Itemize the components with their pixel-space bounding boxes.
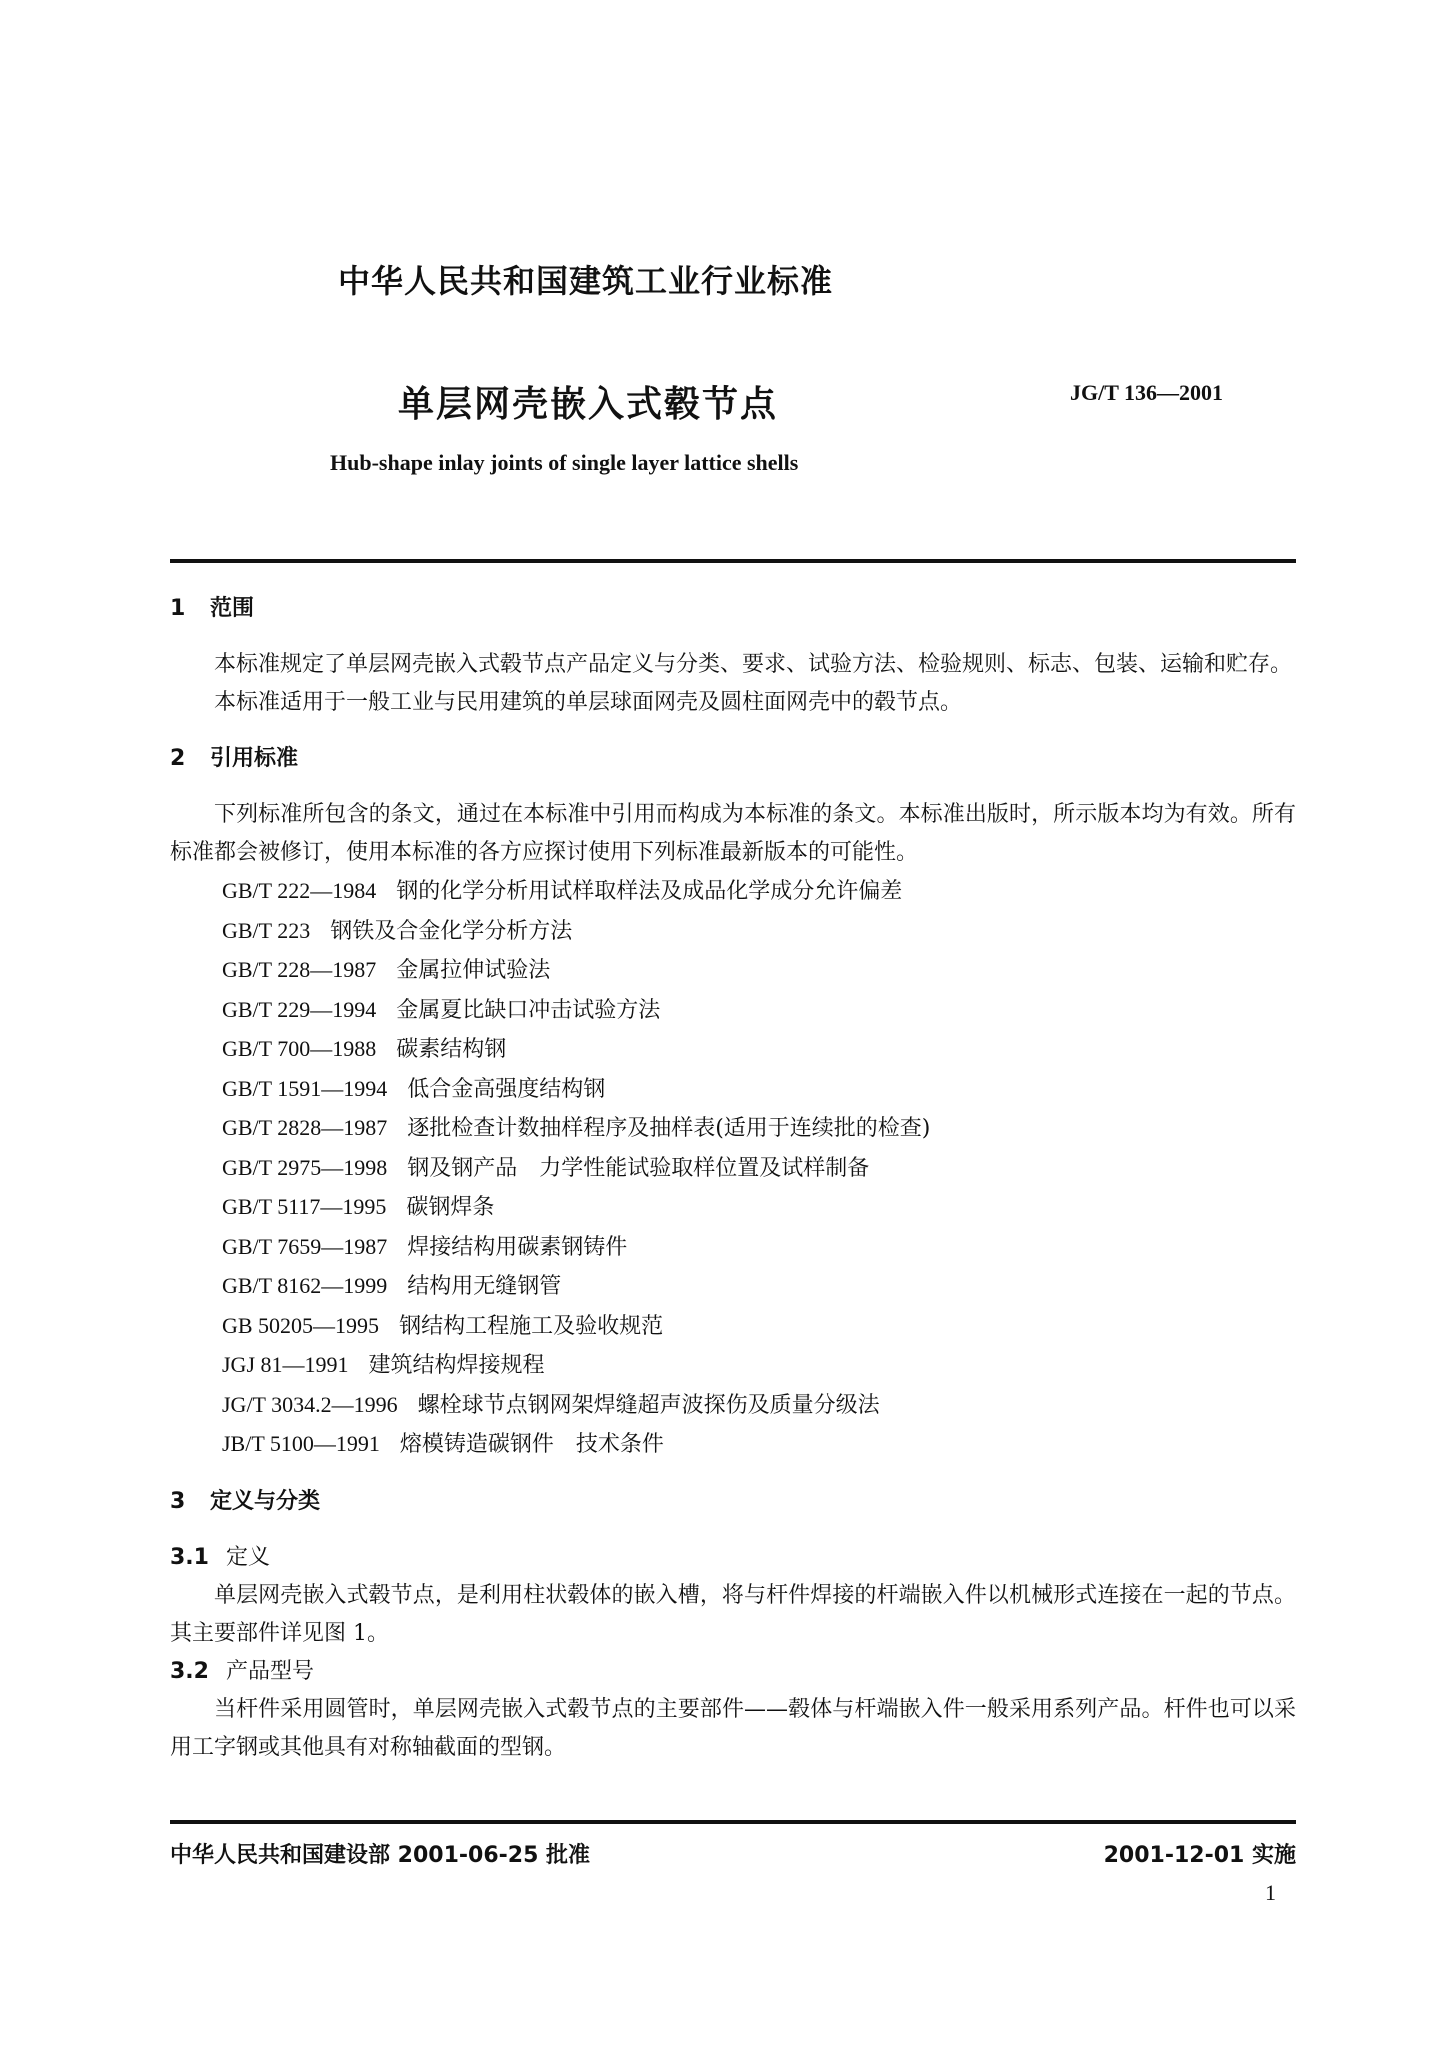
- subsection-3-1-paragraph: 单层网壳嵌入式毂节点，是利用柱状毂体的嵌入槽，将与杆件焊接的杆端嵌入件以机械形式连接在一起的节点。其主要部件详见图 1。: [170, 1582, 1296, 1646]
- section-number: 1: [170, 596, 186, 621]
- document-body: [170, 590, 1296, 1767]
- reference-name: 建筑结构焊接规程: [368, 1353, 545, 1378]
- reference-code: GB/T 8162—1999: [222, 1273, 388, 1298]
- reference-name: 焊接结构用碳素钢铸件: [407, 1234, 628, 1260]
- reference-item: [222, 1425, 1296, 1465]
- reference-item: [222, 991, 1296, 1031]
- section-1-paragraph-1: 本标准规定了单层网壳嵌入式毂节点产品定义与分类、要求、试验方法、检验规则、标志、包装、运输和贮存。: [214, 652, 1293, 677]
- reference-code: GB/T 1591—1994: [222, 1075, 388, 1101]
- reference-name: 金属夏比缺口冲击试验方法: [396, 997, 661, 1023]
- reference-name: 低合金高强度结构钢: [407, 1076, 606, 1102]
- reference-item: [222, 1386, 1296, 1426]
- reference-name: 螺栓球节点钢网架焊缝超声波探伤及质量分级法: [417, 1392, 880, 1418]
- section-3-heading: [170, 1483, 1296, 1521]
- top-divider: [170, 559, 1296, 563]
- section-title: 范围: [210, 596, 255, 621]
- document-title-english: Hub-shape inlay joints of single layer lattice shells: [330, 450, 799, 475]
- reference-name: 熔模铸造碳钢件 技术条件: [399, 1432, 664, 1457]
- subsection-3-2-heading: [170, 1653, 1296, 1691]
- reference-name: 钢的化学分析用试样取样法及成品化学成分允许偏差: [396, 879, 903, 904]
- reference-name: 逐批检查计数抽样程序及抽样表(适用于连续批的检查): [407, 1116, 931, 1141]
- subsection-3-2-paragraph: 当杆件采用圆管时，单层网壳嵌入式毂节点的主要部件——毂体与杆端嵌入件一般采用系列产品。杆件也可以采用工字钢或其他具有对称轴截面的型钢。: [170, 1696, 1296, 1760]
- reference-code: JB/T 5100—1991: [222, 1431, 380, 1456]
- reference-item: [222, 912, 1296, 952]
- reference-name: 钢结构工程施工及验收规范: [399, 1313, 664, 1339]
- section-title: 定义与分类: [210, 1488, 321, 1514]
- reference-code: GB/T 2975—1998: [222, 1154, 388, 1180]
- reference-name: 碳钢焊条: [406, 1195, 495, 1220]
- effective-date: 2001-12-01 实施: [1103, 1843, 1296, 1868]
- reference-name: 碳素结构钢: [396, 1037, 507, 1062]
- standard-name: 中华人民共和国建筑工业行业标准: [338, 262, 834, 300]
- reference-code: GB/T 700—1988: [222, 1036, 377, 1061]
- reference-code: GB/T 228—1987: [222, 957, 377, 982]
- reference-name: 钢及钢产品 力学性能试验取样位置及试样制备: [407, 1155, 870, 1181]
- reference-item: [222, 1307, 1296, 1347]
- section-number: 2: [170, 746, 186, 771]
- section-1-paragraph-2: 本标准适用于一般工业与民用建筑的单层球面网壳及圆柱面网壳中的毂节点。: [214, 690, 963, 715]
- section-title: 引用标准: [210, 746, 299, 771]
- reference-code: GB/T 229—1994: [222, 996, 377, 1022]
- subsection-3-1-heading: [170, 1539, 1296, 1577]
- document-title: 单层网壳嵌入式毂节点: [398, 384, 779, 425]
- reference-item: [222, 1346, 1296, 1386]
- reference-code: JGJ 81—1991: [222, 1352, 349, 1377]
- reference-item: [222, 951, 1296, 991]
- subsection-title: 产品型号: [226, 1658, 315, 1684]
- document-code: JG/T 136—2001: [1070, 380, 1224, 405]
- reference-name: 钢铁及合金化学分析方法: [330, 918, 573, 944]
- section-1-heading: [170, 590, 1296, 628]
- reference-item: [222, 1149, 1296, 1189]
- subsection-title: 定义: [226, 1544, 271, 1570]
- reference-item: [222, 872, 1296, 912]
- section-2-heading: [170, 740, 1296, 778]
- reference-item: [222, 1267, 1296, 1307]
- reference-item: [222, 1109, 1296, 1149]
- reference-list: [170, 872, 1296, 1465]
- reference-name: 结构用无缝钢管: [407, 1274, 562, 1299]
- reference-item: [222, 1188, 1296, 1228]
- reference-code: GB/T 7659—1987: [222, 1233, 388, 1259]
- reference-code: GB/T 5117—1995: [222, 1194, 387, 1219]
- section-2-paragraph: 下列标准所包含的条文，通过在本标准中引用而构成为本标准的条文。本标准出版时，所示版本均为有效。所有标准都会被修订，使用本标准的各方应探讨使用下列标准最新版本的可能性。: [170, 802, 1296, 865]
- reference-code: GB/T 223: [222, 917, 311, 943]
- section-number: 3: [170, 1488, 186, 1514]
- reference-item: [222, 1070, 1296, 1110]
- reference-item: [222, 1228, 1296, 1268]
- page-number: 1: [1265, 1880, 1276, 1905]
- reference-code: GB/T 222—1984: [222, 878, 377, 903]
- reference-name: 金属拉伸试验法: [396, 958, 551, 983]
- reference-code: JG/T 3034.2—1996: [222, 1391, 398, 1417]
- bottom-divider: [170, 1820, 1296, 1824]
- reference-code: GB/T 2828—1987: [222, 1115, 388, 1140]
- subsection-number: 3.2: [170, 1658, 209, 1684]
- approval-note: 中华人民共和国建设部 2001-06-25 批准: [170, 1843, 591, 1868]
- reference-code: GB 50205—1995: [222, 1312, 380, 1338]
- reference-item: [222, 1030, 1296, 1070]
- subsection-number: 3.1: [170, 1544, 209, 1570]
